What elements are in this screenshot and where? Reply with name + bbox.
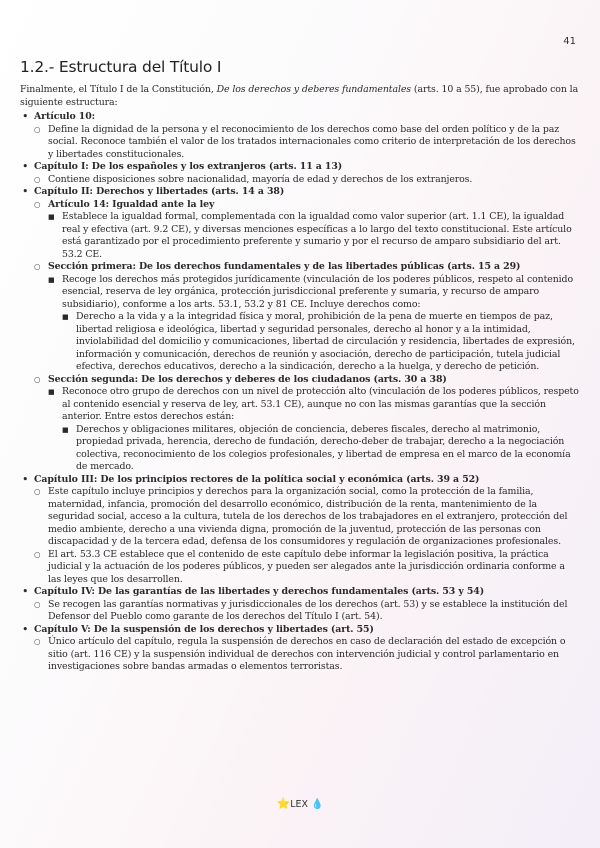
cap3-text2: ○ El art. 53.3 CE establece que el contenido de este capítulo debe informar la legislación positiva, la práctica judicial y la actuación de los poderes públicos, y pueden ser alegados ante la jurisdicción ordinaria conforme a las leyes que los desarrollen.	[34, 549, 580, 587]
document-body	[20, 84, 580, 674]
sec2-text-item	[48, 386, 580, 474]
sec2-heading: Sección segunda: De los derechos y deberes de los ciudadanos (arts. 30 a 38)	[48, 373, 447, 385]
sec2-item	[34, 374, 580, 474]
art10-heading: Artículo 10:	[34, 111, 96, 122]
art14-heading: Artículo 14: Igualdad ante la ley	[48, 198, 215, 210]
footer-brand	[0, 797, 600, 810]
footer-label: LEX	[290, 799, 309, 810]
art14-item	[34, 199, 580, 262]
list-item-cap1	[20, 161, 580, 186]
page-number: 41	[563, 36, 576, 47]
cap4-text: ○ Se recogen las garantías normativas y jurisdiccionales de los derechos (art. 53) y se establece la institución del Defensor del Pueblo como garante de los derechos del Título I (art. 54).	[34, 599, 580, 624]
cap3-heading: Capítulo III: De los principios rectores de la política social y económica (arts. 39 a 52)	[34, 473, 480, 485]
cap1-text: ○ Contiene disposiciones sobre nacionalidad, mayoría de edad y derechos de los extranjeros.	[34, 174, 580, 187]
sec2-rights-list: ■ Derechos y obligaciones militares, objeción de conciencia, deberes fiscales, derecho al matrimonio, propiedad privada, herencia, derecho de fundación, derecho-deber de trabajar, derecho a la negociación colectiva, reconocimiento de los colegios profesionales, y libertad de empresa en el marco de la economía de mercado.	[62, 424, 580, 474]
art14-text: ■ Establece la igualdad formal, complementada con la igualdad como valor superior (art. 1.1 CE), la igualdad real y efectiva (art. 9.2 CE), y diversas menciones específicas a lo largo del texto constitucional. Este artículo está garantizado por el procedimiento preferente y sumario y por el recurso de amparo subsidiario del art. 53.2 CE.	[48, 211, 580, 261]
list-item-art10	[20, 111, 580, 161]
intro-after: (arts. 10 a 55), fue aprobado con la siguiente estructura:	[20, 84, 579, 108]
sec2-text: Reconoce otro grupo de derechos con un nivel de protección alto (vinculación de los poderes públicos, respeto al contenido esencial y reserva de ley, art. 53.1 CE), aunque no con las mismas garantías que la sección anterior. Entre estos derechos están:	[62, 386, 579, 422]
cap3-text1: ○ Este capítulo incluye principios y derechos para la organización social, como la protección de la familia, maternidad, infancia, promoción del desarrollo económico, distribución de la renta, mantenimiento de la seguridad social, acceso a la cultura, tutela de los derechos de los trabajadores en el extranjero, protección del medio ambiente, derecho a una vivienda digna, promoción de la juventud, protección de las personas con discapacidad y de la tercera edad, defensa de los consumidores y regulación de organizaciones profesionales.	[34, 486, 580, 549]
intro-title-italic: De los derechos y deberes fundamentales	[216, 84, 412, 95]
list-item-cap2	[20, 186, 580, 474]
section-title: 1.2.- Estructura del Título I	[20, 58, 222, 76]
list-item-cap4	[20, 586, 580, 624]
cap5-heading: Capítulo V: De la suspensión de los derechos y libertades (art. 55)	[34, 623, 374, 635]
cap5-text: ○ Único artículo del capítulo, regula la suspensión de derechos en caso de declaración del estado de excepción o sitio (art. 116 CE) y la suspensión individual de derechos con intervención judicial y control parlamentario en investigaciones sobre bandas armadas o elementos terroristas.	[34, 636, 580, 674]
list-item-cap3	[20, 474, 580, 587]
cap2-heading: Capítulo II: Derechos y libertades (arts. 14 a 38)	[34, 186, 285, 197]
sec1-text-item	[48, 274, 580, 374]
cap1-heading: Capítulo I: De los españoles y los extranjeros (arts. 11 a 13)	[34, 161, 343, 172]
intro-paragraph	[20, 84, 580, 109]
sec1-heading: Sección primera: De los derechos fundamentales y de las libertades públicas (arts. 15 a 29)	[48, 261, 521, 272]
structure-list	[20, 111, 580, 674]
sec1-item	[34, 261, 580, 374]
cap4-heading: Capítulo IV: De las garantías de las libertades y derechos fundamentales (arts. 53 y 54)	[34, 586, 485, 597]
intro-before: Finalmente, el Título I de la Constitución,	[20, 84, 217, 95]
star-icon: ⭐	[276, 797, 291, 810]
sec1-rights-list: ■ Derecho a la vida y a la integridad física y moral, prohibición de la pena de muerte en tiempos de paz, libertad religiosa e ideológica, libertad y seguridad personales, derecho al honor y a la intimidad, inviolabilidad del domicilio y comunicaciones, libertad de circulación y residencia, libertades de expresión, información y comunicación, derechos de reunión y asociación, derecho de participación, tutela judicial efectiva, derechos educativos, derecho a la sindicación, derecho a la huelga, y derecho de petición.	[62, 311, 580, 374]
sec1-text: Recoge los derechos más protegidos jurídicamente (vinculación de los poderes públicos, respeto al contenido esencial, reserva de ley orgánica, protección jurisdiccional preferente y sumaria, y recurso de amparo subsidiario), conforme a los arts. 53.1, 53.2 y 81 CE. Incluye derechos como:	[62, 273, 573, 310]
list-item-cap5	[20, 624, 580, 674]
drop-icon: 💧	[311, 799, 324, 810]
art10-text: ○ Define la dignidad de la persona y el reconocimiento de los derechos como base del orden político y de la paz social. Reconoce también el valor de los tratados internacionales como criterio de interpretación de los derechos y libertades constitucionales.	[34, 124, 580, 162]
